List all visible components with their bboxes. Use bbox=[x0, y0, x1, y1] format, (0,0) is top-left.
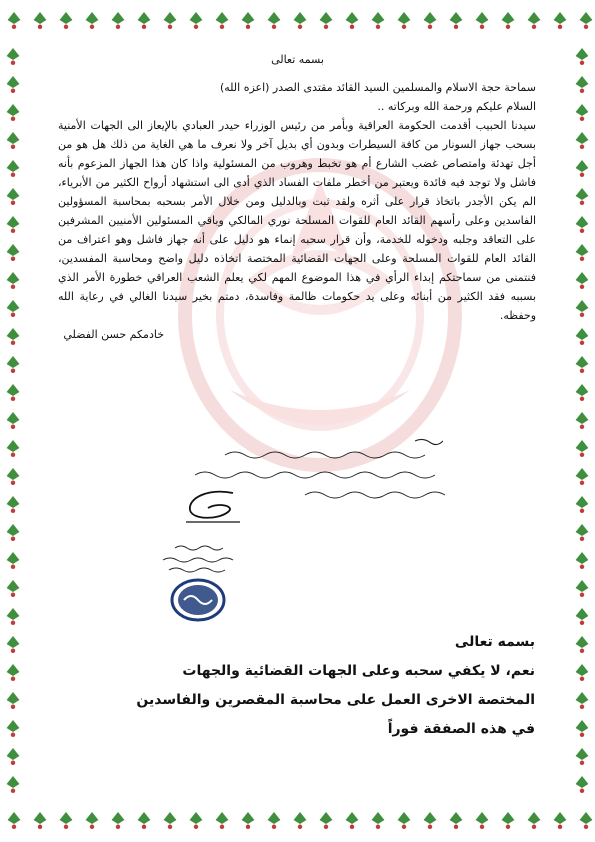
reply-title: بسمه تعالى bbox=[454, 634, 535, 650]
border-ornament-dot bbox=[402, 825, 406, 829]
border-ornament-dot bbox=[580, 621, 584, 625]
border-ornament-dot bbox=[402, 25, 406, 29]
border-ornament bbox=[576, 636, 589, 648]
border-ornament-dot bbox=[11, 229, 15, 233]
border-right bbox=[569, 42, 595, 800]
border-ornament-dot bbox=[11, 621, 15, 625]
border-ornament bbox=[86, 12, 99, 24]
border-ornament-dot bbox=[11, 313, 15, 317]
border-ornament-dot bbox=[11, 789, 15, 793]
border-ornament bbox=[268, 12, 281, 24]
border-ornament bbox=[576, 552, 589, 564]
border-ornament bbox=[346, 12, 359, 24]
border-ornament bbox=[7, 720, 20, 732]
border-ornament-dot bbox=[220, 825, 224, 829]
border-ornament bbox=[7, 160, 20, 172]
border-ornament bbox=[294, 812, 307, 824]
border-ornament-dot bbox=[480, 825, 484, 829]
border-ornament bbox=[450, 12, 463, 24]
border-ornament-dot bbox=[454, 25, 458, 29]
border-ornament bbox=[7, 580, 20, 592]
border-ornament-dot bbox=[506, 825, 510, 829]
handwritten-name-date bbox=[155, 540, 245, 577]
border-top bbox=[0, 0, 595, 42]
border-ornament-dot bbox=[580, 285, 584, 289]
border-ornament bbox=[398, 812, 411, 824]
border-ornament-dot bbox=[272, 825, 276, 829]
border-ornament-dot bbox=[168, 25, 172, 29]
border-ornament-dot bbox=[580, 397, 584, 401]
border-ornament bbox=[7, 76, 20, 88]
border-ornament-dot bbox=[454, 825, 458, 829]
border-ornament-dot bbox=[350, 25, 354, 29]
border-ornament bbox=[576, 356, 589, 368]
reply-line-2: المختصة الاخرى العمل على محاسبة المقصرين والفاسدين bbox=[136, 692, 535, 708]
border-ornament-dot bbox=[580, 313, 584, 317]
border-ornament-dot bbox=[11, 285, 15, 289]
border-ornament bbox=[7, 524, 20, 536]
border-ornament bbox=[576, 244, 589, 256]
border-ornament-dot bbox=[11, 649, 15, 653]
border-ornament-dot bbox=[580, 593, 584, 597]
border-ornament bbox=[7, 776, 20, 788]
border-ornament-dot bbox=[558, 25, 562, 29]
border-ornament bbox=[576, 412, 589, 424]
border-ornament-dot bbox=[11, 397, 15, 401]
letter-addressee: سماحة حجة الاسلام والمسلمين السيد القائد مقتدى الصدر (اعزه الله) bbox=[219, 81, 536, 94]
border-left bbox=[0, 42, 26, 800]
border-ornament-dot bbox=[580, 733, 584, 737]
border-ornament-dot bbox=[168, 825, 172, 829]
border-ornament bbox=[268, 812, 281, 824]
border-ornament-dot bbox=[428, 825, 432, 829]
border-ornament-dot bbox=[580, 789, 584, 793]
border-ornament bbox=[576, 524, 589, 536]
reply-line-3: في هذه الصفقة فوراً bbox=[387, 721, 535, 737]
letter-signoff: خادمكم حسن الفضلي bbox=[63, 328, 164, 341]
border-ornament bbox=[7, 440, 20, 452]
border-ornament-dot bbox=[580, 257, 584, 261]
border-ornament bbox=[7, 384, 20, 396]
border-ornament-dot bbox=[532, 25, 536, 29]
border-ornament bbox=[576, 132, 589, 144]
border-ornament-dot bbox=[11, 425, 15, 429]
border-ornament-dot bbox=[246, 25, 250, 29]
border-ornament bbox=[242, 812, 255, 824]
border-ornament bbox=[424, 12, 437, 24]
border-ornament bbox=[164, 12, 177, 24]
border-ornament bbox=[576, 608, 589, 620]
border-ornament bbox=[424, 812, 437, 824]
border-ornament-dot bbox=[580, 705, 584, 709]
border-ornament bbox=[7, 412, 20, 424]
border-ornament-dot bbox=[580, 117, 584, 121]
border-ornament-dot bbox=[90, 25, 94, 29]
border-ornament bbox=[7, 664, 20, 676]
border-ornament-dot bbox=[580, 677, 584, 681]
letter-body bbox=[58, 78, 536, 344]
border-ornament-dot bbox=[272, 25, 276, 29]
border-ornament-dot bbox=[11, 117, 15, 121]
border-ornament-dot bbox=[38, 25, 42, 29]
border-ornament-dot bbox=[11, 369, 15, 373]
border-ornament bbox=[7, 748, 20, 760]
border-ornament bbox=[7, 468, 20, 480]
border-ornament bbox=[8, 12, 21, 24]
border-bottom bbox=[0, 800, 595, 842]
border-ornament-dot bbox=[580, 229, 584, 233]
border-ornament bbox=[450, 812, 463, 824]
border-ornament-dot bbox=[580, 369, 584, 373]
border-ornament bbox=[398, 12, 411, 24]
border-ornament-dot bbox=[580, 145, 584, 149]
border-ornament bbox=[580, 12, 593, 24]
border-ornament bbox=[576, 776, 589, 788]
border-ornament bbox=[216, 812, 229, 824]
border-ornament bbox=[7, 244, 20, 256]
border-ornament-dot bbox=[298, 825, 302, 829]
border-ornament bbox=[242, 12, 255, 24]
border-ornament bbox=[576, 104, 589, 116]
border-ornament bbox=[502, 12, 515, 24]
border-ornament-dot bbox=[11, 761, 15, 765]
border-ornament-dot bbox=[246, 825, 250, 829]
border-ornament-dot bbox=[11, 705, 15, 709]
border-ornament bbox=[7, 608, 20, 620]
border-ornament bbox=[528, 12, 541, 24]
border-ornament bbox=[7, 692, 20, 704]
handwritten-signature bbox=[178, 488, 248, 528]
border-ornament bbox=[60, 812, 73, 824]
border-ornament bbox=[190, 12, 203, 24]
border-ornament-dot bbox=[580, 761, 584, 765]
border-ornament bbox=[320, 812, 333, 824]
border-ornament-dot bbox=[11, 509, 15, 513]
border-ornament-dot bbox=[11, 341, 15, 345]
border-ornament-dot bbox=[580, 565, 584, 569]
border-ornament bbox=[34, 812, 47, 824]
border-ornament-dot bbox=[580, 341, 584, 345]
border-ornament-dot bbox=[350, 825, 354, 829]
border-ornament bbox=[7, 300, 20, 312]
border-ornament-dot bbox=[116, 25, 120, 29]
reply-section bbox=[60, 628, 535, 744]
border-ornament-dot bbox=[580, 173, 584, 177]
border-ornament bbox=[576, 76, 589, 88]
border-ornament bbox=[7, 104, 20, 116]
border-ornament bbox=[7, 188, 20, 200]
border-ornament-dot bbox=[324, 825, 328, 829]
border-ornament bbox=[476, 12, 489, 24]
border-ornament-dot bbox=[11, 537, 15, 541]
border-ornament bbox=[164, 812, 177, 824]
border-ornament-dot bbox=[11, 481, 15, 485]
letter-greeting: السلام عليكم ورحمة الله وبركاته .. bbox=[377, 100, 536, 113]
border-ornament bbox=[294, 12, 307, 24]
border-ornament bbox=[112, 12, 125, 24]
border-ornament bbox=[372, 812, 385, 824]
border-ornament bbox=[7, 328, 20, 340]
border-ornament bbox=[7, 132, 20, 144]
border-ornament-dot bbox=[580, 89, 584, 93]
border-ornament-dot bbox=[580, 509, 584, 513]
border-ornament bbox=[576, 384, 589, 396]
border-ornament-dot bbox=[38, 825, 42, 829]
border-ornament-dot bbox=[11, 677, 15, 681]
border-ornament-dot bbox=[11, 593, 15, 597]
border-ornament-dot bbox=[142, 825, 146, 829]
border-ornament-dot bbox=[506, 25, 510, 29]
border-ornament-dot bbox=[584, 825, 588, 829]
border-ornament bbox=[7, 552, 20, 564]
border-ornament-dot bbox=[324, 25, 328, 29]
border-ornament bbox=[8, 812, 21, 824]
border-ornament-dot bbox=[428, 25, 432, 29]
border-ornament-dot bbox=[12, 25, 16, 29]
border-ornament bbox=[554, 812, 567, 824]
border-ornament bbox=[576, 188, 589, 200]
border-ornament-dot bbox=[194, 825, 198, 829]
border-ornament bbox=[138, 812, 151, 824]
border-ornament-dot bbox=[376, 825, 380, 829]
border-ornament-dot bbox=[580, 201, 584, 205]
border-ornament-dot bbox=[11, 453, 15, 457]
border-ornament bbox=[60, 12, 73, 24]
border-ornament bbox=[576, 216, 589, 228]
border-ornament bbox=[7, 356, 20, 368]
border-ornament bbox=[476, 812, 489, 824]
border-ornament-dot bbox=[116, 825, 120, 829]
letter-paragraph: سيدنا الحبيب أقدمت الحكومة العراقية وبأمر من رئيس الوزراء حيدر العبادي بالإيعاز الى الجهات الأمنية بسحب جهاز السونار من كافة السيطرات وبدون أي بديل آخر ولا نعرف ما هي الغاية من ذلك هل هو من أجل تهدئة وامتصاص غضب الشارع أم هو تخبط وهروب من المسئولية واذا كان هذا الجهاز المزعوم بأنه فاشل ولا توجد فيه فائدة ويعتبر من أخطر ملفات الفساد الذي أدى الى استشهاد أرواح الكثير من الأبرياء، الم يكن الأجدر باتخاذ قرار على أثره ولقد ثبت وبالدليل ومن خلال الأمر بسحبه بمحاسبة المسؤولين الفاسدين وعلى رأسهم القائد العام للقوات المسلحة نوري المالكي وباقي المسئولين الأمنيين المشرفين على التعاقد وجلبه ودخوله للخدمة، وأن قرار سحبه إنماء هو دليل على أنه جهاز فاشل وهو اعتراف من القائد العام للقوات المسلحة وعلى الجهات القضائية المختصة اتخاذه دليل واضح ومحاسبة المفسدين، فنتمنى من سماحتكم إبداء الرأي في هذا الموضوع المهم لكي يعلم الشعب العراقي خطورة الأمر الذي بسببه فقد الكثير من أبنائه وعلى يد حكومات ظالمة وفاسدة، دمتم بخير سيدنا الغالي في رعاية الله وحفظه. bbox=[58, 119, 536, 322]
border-ornament-dot bbox=[376, 25, 380, 29]
border-ornament-dot bbox=[11, 89, 15, 93]
border-ornament bbox=[502, 812, 515, 824]
border-ornament bbox=[576, 664, 589, 676]
border-ornament-dot bbox=[11, 145, 15, 149]
border-ornament-dot bbox=[11, 257, 15, 261]
border-ornament-dot bbox=[558, 825, 562, 829]
border-ornament bbox=[576, 160, 589, 172]
border-ornament-dot bbox=[480, 25, 484, 29]
border-ornament bbox=[576, 272, 589, 284]
border-ornament bbox=[34, 12, 47, 24]
border-ornament bbox=[576, 580, 589, 592]
border-ornament-dot bbox=[220, 25, 224, 29]
letter-title: بسمه تعالى bbox=[271, 53, 324, 66]
border-ornament-dot bbox=[142, 25, 146, 29]
border-ornament bbox=[528, 812, 541, 824]
border-ornament bbox=[554, 12, 567, 24]
border-ornament bbox=[576, 496, 589, 508]
border-ornament-dot bbox=[580, 649, 584, 653]
border-ornament bbox=[576, 328, 589, 340]
border-ornament-dot bbox=[580, 537, 584, 541]
border-ornament-dot bbox=[580, 425, 584, 429]
border-ornament bbox=[112, 812, 125, 824]
border-ornament bbox=[372, 12, 385, 24]
border-ornament bbox=[580, 812, 593, 824]
border-ornament bbox=[576, 748, 589, 760]
border-ornament-dot bbox=[12, 825, 16, 829]
official-stamp bbox=[170, 578, 226, 622]
border-ornament bbox=[346, 812, 359, 824]
border-ornament bbox=[576, 720, 589, 732]
border-ornament-dot bbox=[64, 825, 68, 829]
border-ornament bbox=[576, 692, 589, 704]
border-ornament-dot bbox=[194, 25, 198, 29]
border-ornament bbox=[320, 12, 333, 24]
border-ornament-dot bbox=[90, 825, 94, 829]
border-ornament-dot bbox=[64, 25, 68, 29]
border-ornament bbox=[7, 496, 20, 508]
border-ornament-dot bbox=[11, 565, 15, 569]
border-ornament-dot bbox=[11, 201, 15, 205]
border-ornament bbox=[138, 12, 151, 24]
border-ornament bbox=[576, 440, 589, 452]
border-ornament bbox=[7, 272, 20, 284]
border-ornament bbox=[216, 12, 229, 24]
border-ornament bbox=[576, 300, 589, 312]
border-ornament-dot bbox=[532, 825, 536, 829]
border-ornament-dot bbox=[584, 25, 588, 29]
border-ornament bbox=[86, 812, 99, 824]
border-ornament-dot bbox=[11, 733, 15, 737]
border-ornament-dot bbox=[298, 25, 302, 29]
border-ornament bbox=[7, 636, 20, 648]
border-ornament-dot bbox=[580, 453, 584, 457]
border-ornament bbox=[576, 468, 589, 480]
border-ornament-dot bbox=[580, 481, 584, 485]
reply-line-1: نعم، لا يكفي سحبه وعلى الجهات القضائية والجهات bbox=[182, 663, 535, 679]
border-ornament bbox=[190, 812, 203, 824]
border-ornament-dot bbox=[11, 173, 15, 177]
border-ornament bbox=[7, 216, 20, 228]
